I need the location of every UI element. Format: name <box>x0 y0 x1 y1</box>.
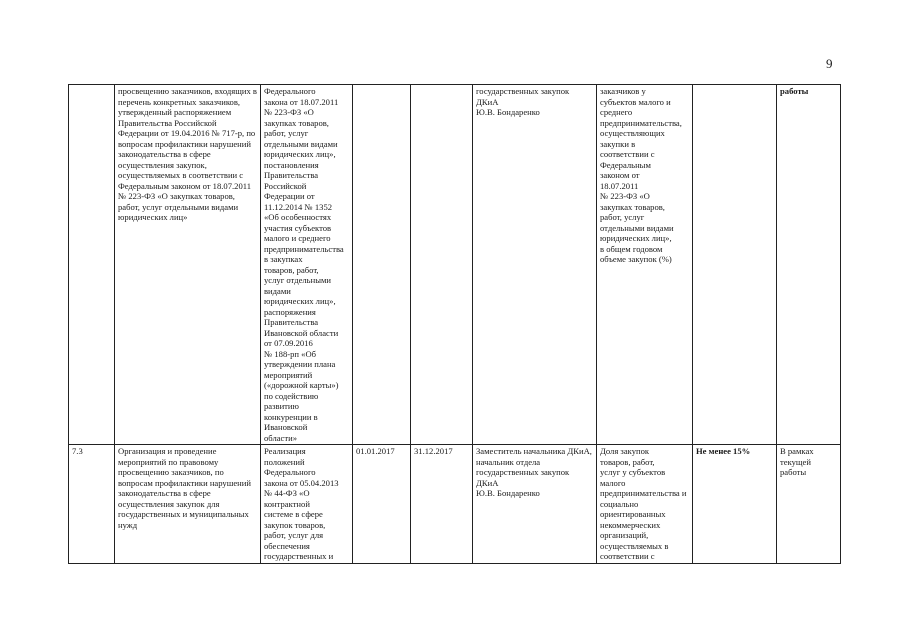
start-date-cell: 01.01.2017 <box>353 445 411 564</box>
activity-cell: просвещению заказчиков, входящих в перечень конкретных заказчиков, утвержденный распоряжением Правительства Российской Федерации от 19.04.2016 № 717-р, по вопросам профилактики нарушений законодательства в сфере осуществления закупок, осуществляемых в соответствии с Федеральным законом от 18.07.2011 № 223-ФЗ «О закупках товаров, работ, услуг отдельными видами юридических лиц» <box>115 85 261 445</box>
timeframe-cell: работы <box>777 85 841 445</box>
legal-basis-cell: Реализация положений Федерального закона от 05.04.2013 № 44-ФЗ «О контрактной системе в сфере закупок товаров, работ, услуг для обеспечения государственных и <box>261 445 353 564</box>
timeframe-cell: В рамках текущей работы <box>777 445 841 564</box>
table-row <box>69 445 841 564</box>
activity-cell: Организация и проведение мероприятий по правовому просвещению заказчиков, по вопросам профилактики нарушений законодательства в сфере осуществления закупок для государственных и муниципальных нужд <box>115 445 261 564</box>
indicator-cell: заказчиков у субъектов малого и среднего предпринимательства, осуществляющих закупки в соответствии с Федеральным законом от 18.07.2011 № 223-ФЗ «О закупках товаров, работ, услуг отдельными видами юридических лиц», в общем годовом объеме закупок (%) <box>597 85 693 445</box>
end-date-cell <box>411 85 473 445</box>
row-number-cell <box>69 85 115 445</box>
table-row <box>69 85 841 445</box>
indicator-cell: Доля закупок товаров, работ, услуг у субъектов малого предпринимательства и социально ориентированных некоммерческих организаций, осуществляемых в соответствии с <box>597 445 693 564</box>
start-date-cell <box>353 85 411 445</box>
responsible-cell: государственных закупок ДКиА Ю.В. Бондаренко <box>473 85 597 445</box>
target-value-cell <box>693 85 777 445</box>
legal-basis-cell: Федерального закона от 18.07.2011 № 223-ФЗ «О закупках товаров, работ, услуг отдельными видами юридических лиц», постановления Правительства Российской Федерации от 11.12.2014 № 1352 «Об особенностях участия субъектов малого и среднего предпринимательства в закупках товаров, работ, услуг отдельными видами юридических лиц», распоряжения Правительства Ивановской области от 07.09.2016 № 188-рп «Об утверждении плана мероприятий («дорожной карты») по содействию развитию конкуренции в Ивановской области» <box>261 85 353 445</box>
target-value-cell: Не менее 15% <box>693 445 777 564</box>
row-number-cell: 7.3 <box>69 445 115 564</box>
end-date-cell: 31.12.2017 <box>411 445 473 564</box>
page-number: 9 <box>826 56 833 71</box>
measures-table <box>68 84 841 564</box>
responsible-cell: Заместитель начальника ДКиА, начальник отдела государственных закупок ДКиА Ю.В. Бондаренко <box>473 445 597 564</box>
